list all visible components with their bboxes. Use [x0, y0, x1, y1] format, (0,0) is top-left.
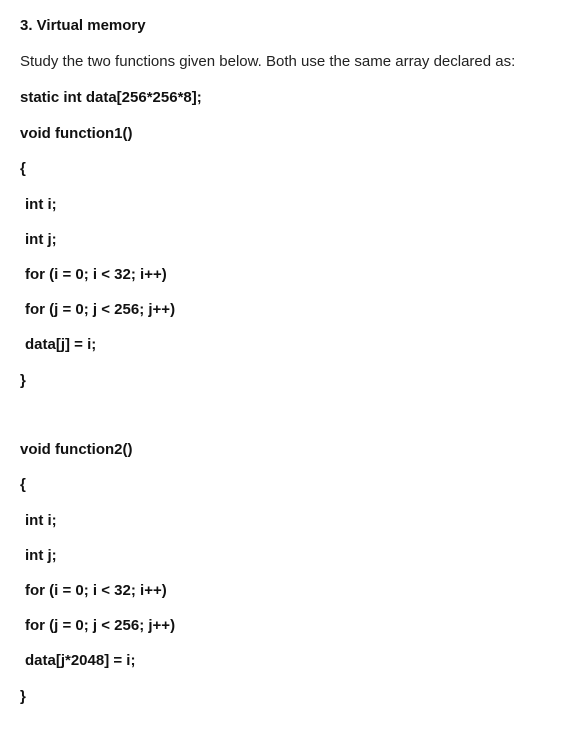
function2-line-5: data[j*2048] = i; [25, 652, 136, 669]
heading: 3. Virtual memory [20, 17, 146, 34]
function1-close-brace: } [20, 372, 26, 389]
intro-text: Study the two functions given below. Both use the same array declared as: [20, 53, 516, 70]
function2-close-brace: } [20, 688, 26, 705]
function1-line-5: data[j] = i; [25, 336, 97, 353]
function1-line-3: for (i = 0; i < 32; i++) [25, 266, 167, 283]
function2-open-brace: { [20, 476, 26, 493]
array-declaration: static int data[256*256*8]; [20, 89, 202, 106]
function2-line-2: int j; [25, 547, 57, 564]
function2-line-1: int i; [25, 512, 57, 529]
function1-line-2: int j; [25, 231, 57, 248]
function2-line-3: for (i = 0; i < 32; i++) [25, 582, 167, 599]
function2-signature: void function2() [20, 441, 133, 458]
function1-line-1: int i; [25, 196, 57, 213]
function1-line-4: for (j = 0; j < 256; j++) [25, 301, 176, 318]
function1-signature: void function1() [20, 125, 133, 142]
function1-open-brace: { [20, 160, 26, 177]
function2-line-4: for (j = 0; j < 256; j++) [25, 617, 176, 634]
